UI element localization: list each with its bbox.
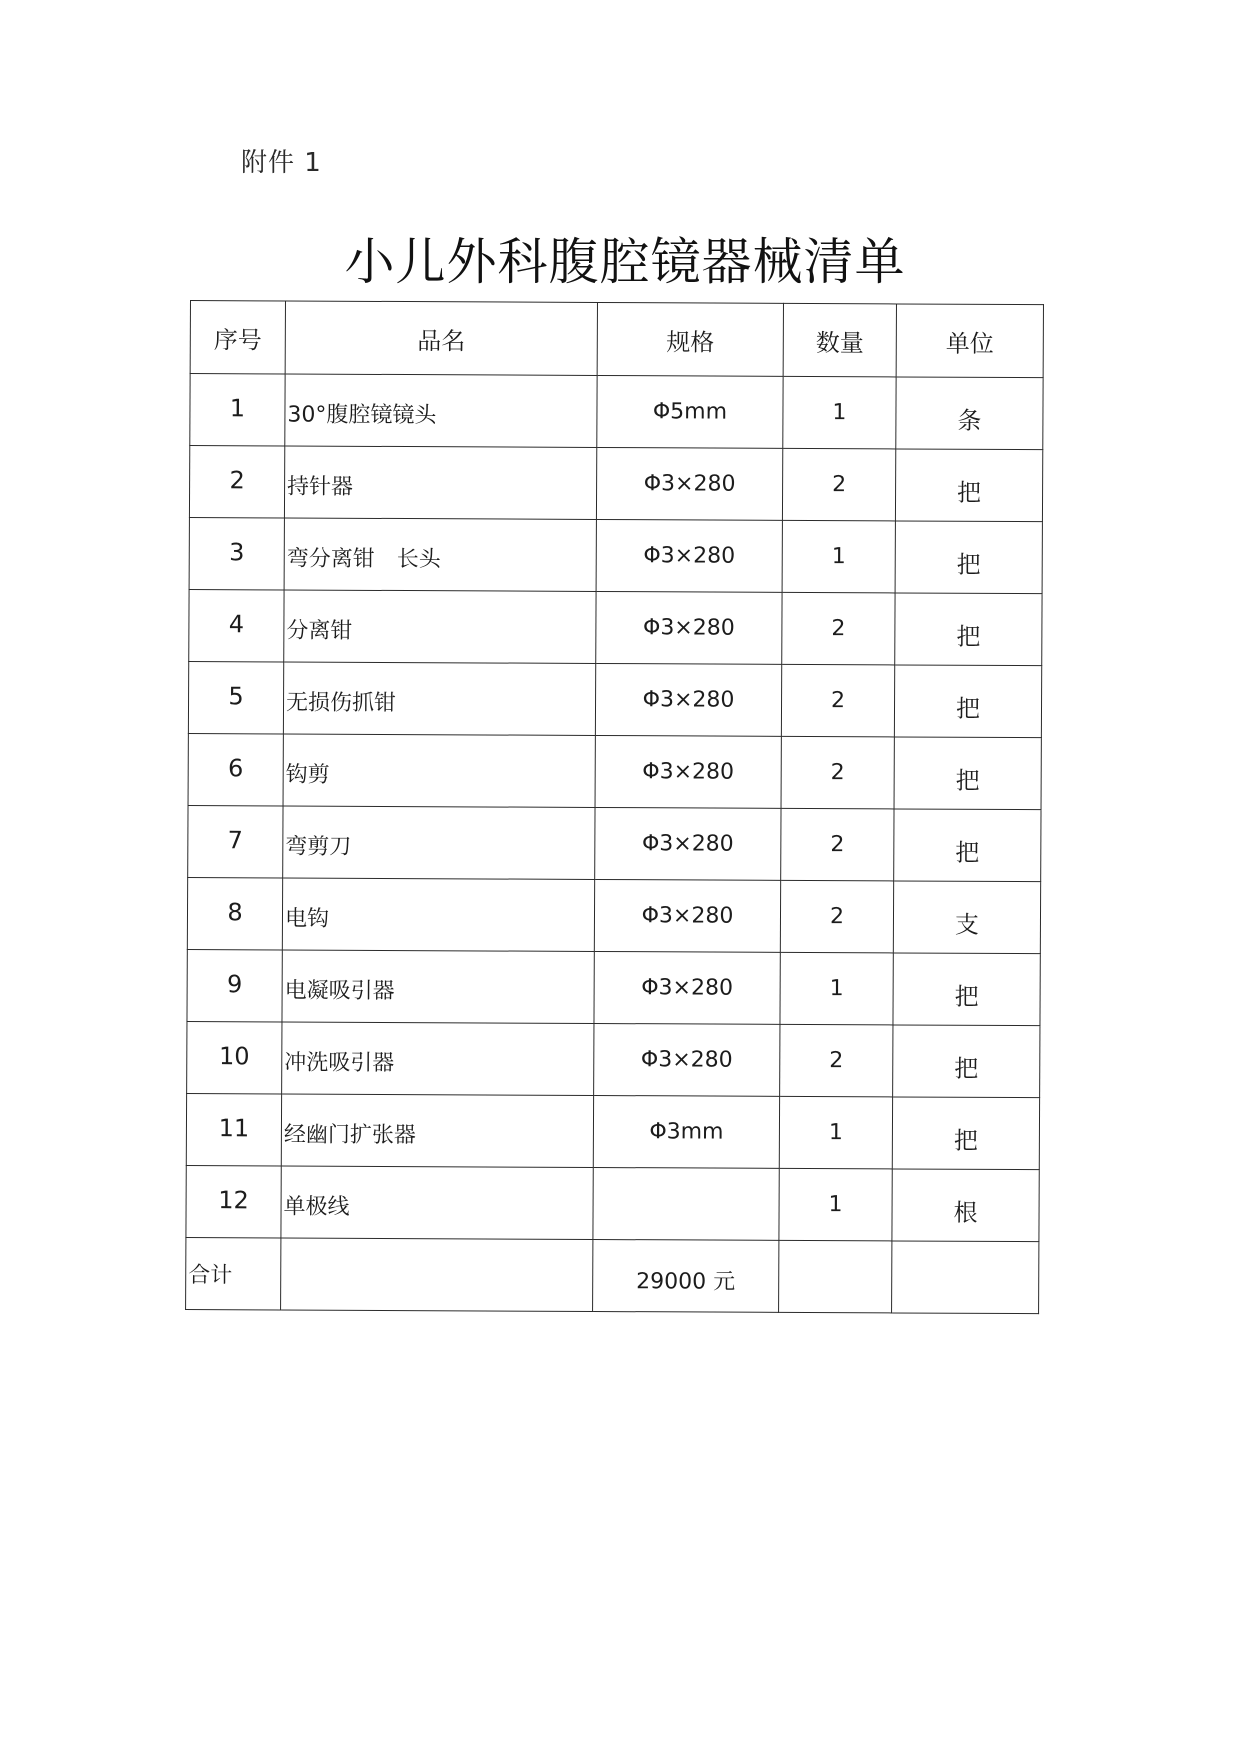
cell-specification: Φ3mm bbox=[593, 1095, 779, 1168]
cell-serial-number: 7 bbox=[188, 805, 283, 877]
cell-item-name: 持针器 bbox=[284, 446, 596, 520]
cell-quantity: 1 bbox=[782, 520, 895, 593]
cell-unit: 把 bbox=[894, 809, 1041, 882]
cell-serial-number: 10 bbox=[187, 1021, 282, 1093]
cell-specification: Φ3×280 bbox=[595, 807, 781, 880]
table-row bbox=[190, 374, 1043, 450]
cell-unit: 把 bbox=[894, 737, 1041, 810]
table-row bbox=[189, 517, 1042, 593]
header-unit: 单位 bbox=[896, 304, 1043, 378]
cell-serial-number: 8 bbox=[187, 877, 282, 949]
header-specification: 规格 bbox=[597, 302, 783, 376]
cell-item-name: 钩剪 bbox=[283, 734, 595, 808]
cell-item-name: 单极线 bbox=[281, 1166, 593, 1240]
cell-item-name: 经幽门扩张器 bbox=[281, 1094, 593, 1168]
cell-quantity: 1 bbox=[779, 1168, 892, 1241]
cell-serial-number: 1 bbox=[190, 374, 285, 446]
cell-quantity: 2 bbox=[780, 880, 893, 953]
cell-item-name: 冲洗吸引器 bbox=[282, 1022, 594, 1096]
attachment-label: 附件 1 bbox=[241, 148, 322, 178]
cell-item-name bbox=[284, 518, 596, 592]
cell-specification bbox=[593, 1167, 779, 1240]
cell-specification: Φ3×280 bbox=[596, 519, 782, 592]
cell-specification: Φ3×280 bbox=[596, 447, 782, 520]
table-total-row bbox=[186, 1237, 1039, 1313]
cell-unit: 把 bbox=[894, 665, 1041, 738]
cell-quantity: 2 bbox=[781, 664, 894, 737]
cell-unit: 条 bbox=[896, 377, 1043, 450]
cell-quantity: 2 bbox=[782, 592, 895, 665]
table-row bbox=[186, 1165, 1039, 1241]
cell-specification: Φ3×280 bbox=[594, 951, 780, 1024]
cell-specification: Φ3×280 bbox=[596, 591, 782, 664]
item-name-text: 弯分离钳 bbox=[286, 546, 375, 572]
cell-serial-number: 11 bbox=[186, 1093, 281, 1165]
cell-unit: 把 bbox=[893, 953, 1040, 1026]
cell-serial-number: 5 bbox=[188, 661, 283, 733]
cell-specification: Φ3×280 bbox=[595, 735, 781, 808]
cell-quantity: 2 bbox=[782, 448, 895, 521]
cell-quantity: 2 bbox=[781, 736, 894, 809]
inventory-table-container bbox=[185, 300, 1043, 1314]
total-empty-cell bbox=[779, 1240, 892, 1313]
cell-serial-number: 6 bbox=[188, 733, 283, 805]
cell-item-name: 无损伤抓钳 bbox=[283, 662, 595, 736]
cell-item-name: 弯剪刀 bbox=[283, 806, 595, 880]
cell-serial-number: 3 bbox=[189, 517, 284, 589]
cell-unit: 把 bbox=[895, 593, 1042, 666]
header-serial-number: 序号 bbox=[190, 301, 285, 374]
cell-serial-number: 4 bbox=[189, 589, 284, 661]
header-item-name: 品名 bbox=[285, 301, 597, 376]
cell-serial-number: 12 bbox=[186, 1165, 281, 1237]
cell-quantity: 2 bbox=[781, 808, 894, 881]
cell-specification: Φ3×280 bbox=[594, 879, 780, 952]
cell-specification: Φ3×280 bbox=[594, 1023, 780, 1096]
table-row bbox=[188, 805, 1041, 881]
total-label: 合计 bbox=[186, 1237, 281, 1309]
cell-serial-number: 2 bbox=[189, 446, 284, 518]
table-row bbox=[187, 949, 1040, 1025]
cell-specification: Φ3×280 bbox=[595, 663, 781, 736]
document-title: 小儿外科腹腔镜器械清单 bbox=[344, 233, 906, 291]
total-empty-cell bbox=[281, 1238, 593, 1312]
table-row bbox=[188, 733, 1041, 809]
total-amount: 29000 元 bbox=[593, 1239, 779, 1312]
cell-quantity: 2 bbox=[780, 1024, 893, 1097]
table-header-row bbox=[190, 301, 1043, 378]
table-row bbox=[188, 661, 1041, 737]
cell-item-name: 电凝吸引器 bbox=[282, 950, 594, 1024]
table-row bbox=[189, 589, 1042, 665]
cell-unit: 把 bbox=[893, 1025, 1040, 1098]
item-name-suffix: 长头 bbox=[396, 547, 441, 573]
cell-unit: 把 bbox=[892, 1097, 1039, 1170]
cell-quantity: 1 bbox=[780, 952, 893, 1025]
header-quantity: 数量 bbox=[783, 303, 896, 377]
cell-specification: Φ5mm bbox=[597, 375, 783, 448]
cell-unit: 根 bbox=[892, 1169, 1039, 1242]
cell-item-name: 分离钳 bbox=[284, 590, 596, 664]
total-empty-cell bbox=[892, 1241, 1039, 1314]
cell-item-name: 30°腹腔镜镜头 bbox=[285, 374, 597, 448]
cell-unit: 把 bbox=[895, 521, 1042, 594]
table-row bbox=[189, 446, 1042, 522]
cell-quantity: 1 bbox=[783, 376, 896, 449]
cell-unit: 把 bbox=[895, 449, 1042, 522]
cell-unit: 支 bbox=[893, 881, 1040, 954]
table-row bbox=[187, 877, 1040, 953]
table-row bbox=[186, 1093, 1039, 1169]
table-row bbox=[187, 1021, 1040, 1097]
cell-serial-number: 9 bbox=[187, 949, 282, 1021]
instrument-inventory-table bbox=[185, 300, 1044, 1314]
cell-item-name: 电钩 bbox=[282, 878, 594, 952]
cell-quantity: 1 bbox=[779, 1096, 892, 1169]
